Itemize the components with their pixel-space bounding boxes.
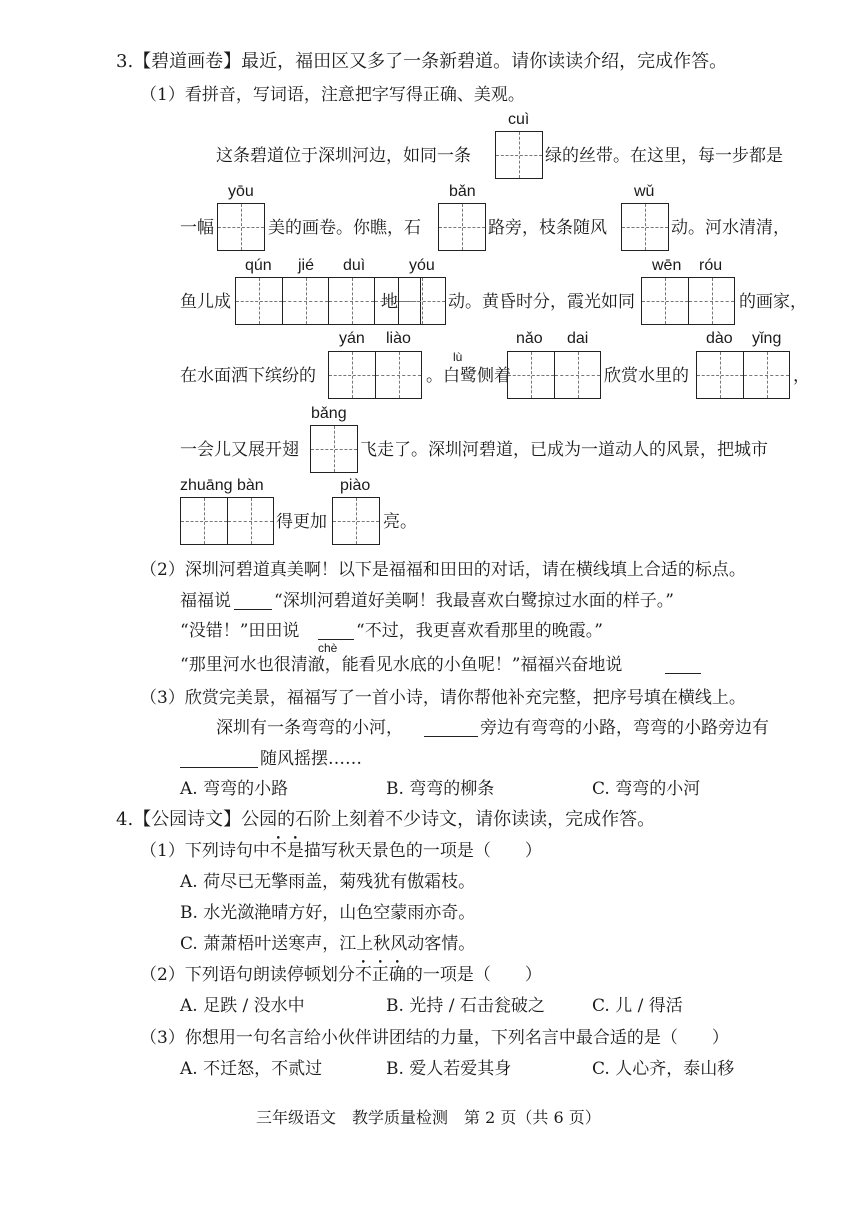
line1-text-a: 这条碧道位于深圳河边，如同一条 — [216, 146, 471, 166]
q4-part1-option-b: B. 水光潋滟晴方好，山色空蒙雨亦奇。 — [180, 903, 476, 923]
pinyin-cui: cuì — [508, 111, 530, 128]
poem-text-c: 随风摇摆…… — [260, 749, 362, 769]
pinyin-rou: róu — [699, 257, 723, 274]
pinyin-dui: duì — [343, 257, 366, 274]
line6-text-a: 得更加 — [276, 512, 327, 532]
dialog1-text: “深圳河碧道好美啊！我最喜欢白鹭掠过水面的样子。” — [274, 591, 674, 611]
emphasis-dot-4: 正 — [371, 965, 389, 985]
answer-box-yanliao[interactable] — [328, 351, 422, 399]
answer-box-piao[interactable] — [332, 497, 380, 545]
answer-box-ban[interactable] — [438, 203, 486, 251]
pinyin-jie: jié — [298, 257, 315, 274]
pinyin-you2: yóu — [409, 257, 435, 274]
line5-text-b: 飞走了。深圳河碧道，已成为一道动人的风景，把城市 — [360, 440, 768, 460]
q4-part2-option-b: B. 光持 / 石击瓮破之 — [386, 996, 545, 1016]
line3-text-b: 地 — [381, 292, 398, 312]
page-footer: 三年级语文 教学质量检测 第 2 页（共 6 页） — [256, 1108, 601, 1127]
q3-title: 3.【碧道画卷】最近，福田区又多了一条新碧道。请你读读介绍，完成作答。 — [116, 51, 728, 72]
answer-box-you[interactable] — [217, 203, 265, 251]
line2-text-b: 美的画卷。你瞧，石 — [268, 218, 421, 238]
pinyin-zhuang: zhuāng — [180, 477, 233, 494]
pinyin-bang: bǎng — [311, 405, 347, 422]
poem-blank-2[interactable] — [180, 749, 258, 768]
pinyin-dai: dai — [567, 330, 589, 347]
pinyin-you: yōu — [228, 183, 254, 200]
q4-part1-option-a: A. 荷尽已无擎雨盖，菊残犹有傲霜枝。 — [180, 872, 476, 892]
answer-box-bang[interactable] — [310, 425, 358, 473]
q4-part2-question: （2）下列语句朗读停顿划分不正确的一项是（ ） — [140, 965, 542, 985]
pinyin-wu: wǔ — [634, 183, 655, 200]
line4-text-a: 在水面洒下缤纷的 — [180, 366, 316, 386]
poem-text-b: 旁边有弯弯的小路，弯弯的小路旁边有 — [480, 718, 769, 738]
answer-box-naodai[interactable] — [507, 351, 601, 399]
q4-part2-option-a: A. 足跌 / 没水中 — [180, 996, 305, 1016]
emphasis-dot-5: 确 — [388, 965, 406, 985]
q3-part2: （2）深圳河碧道真美啊！以下是福福和田田的对话，请在横线填上合适的标点。 — [140, 560, 746, 580]
line2-text-a: 一幅 — [180, 218, 214, 238]
pinyin-dao: dào — [706, 330, 733, 347]
punctuation-blank-2[interactable] — [318, 621, 354, 640]
line2-text-c: 路旁，枝条随风 — [488, 218, 607, 238]
punctuation-blank-1[interactable] — [234, 591, 272, 610]
q4-title: 4.【公园诗文】公园的石阶上刻着不少诗文，请你读读，完成作答。 — [116, 809, 656, 830]
dialog3-text: “那里河水也很清澈，能看见水底的小鱼呢！”福福兴奋地说 — [180, 655, 623, 675]
pinyin-piao: piào — [340, 477, 371, 494]
line5-text-a: 一会儿又展开翅 — [180, 440, 299, 460]
q3-part1: （1）看拼音，写词语，注意把字写得正确、美观。 — [140, 85, 525, 105]
pinyin-qun: qún — [245, 257, 272, 274]
emphasis-dot-1: 不 — [269, 841, 287, 861]
poem-option-a: A. 弯弯的小路 — [180, 779, 289, 799]
answer-box-daoying[interactable] — [696, 351, 790, 399]
q4-part1-question: （1）下列诗句中不是描写秋天景色的一项是（ ） — [140, 841, 542, 861]
emphasis-dot-2: 是 — [286, 841, 304, 861]
poem-option-c: C. 弯弯的小河 — [592, 779, 701, 799]
poem-blank-1[interactable] — [424, 718, 478, 737]
pinyin-ban: bǎn — [449, 183, 476, 200]
q4-part3-option-a: A. 不迁怒，不贰过 — [180, 1059, 323, 1079]
pinyin-ying: yǐng — [752, 330, 782, 347]
pinyin-nao: nǎo — [516, 330, 543, 347]
line3-text-a: 鱼儿成 — [180, 292, 231, 312]
line3-text-c: 动。黄昏时分，霞光如同 — [448, 292, 635, 312]
line4-text-d: ， — [793, 366, 810, 386]
poem-text-a: 深圳有一条弯弯的小河， — [216, 718, 403, 738]
line1-text-b: 绿的丝带。在这里，每一步都是 — [545, 146, 783, 166]
line6-text-b: 亮。 — [383, 512, 417, 532]
q4-part1-option-c: C. 萧萧梧叶送寒声，江上秋风动客情。 — [180, 934, 476, 954]
line4-text-c: 欣赏水里的 — [604, 366, 689, 386]
q4-part3-question: （3）你想用一句名言给小伙伴讲团结的力量，下列名言中最合适的是（ ） — [140, 1028, 729, 1048]
q4-part3-option-c: C. 人心齐，泰山移 — [592, 1059, 735, 1079]
q4-part3-option-b: B. 爱人若爱其身 — [386, 1059, 512, 1079]
answer-box-you2[interactable] — [398, 277, 446, 325]
dialog2-text: “不过，我更喜欢看那里的晚霞。” — [356, 621, 603, 641]
q3-part3: （3）欣赏完美景，福福写了一首小诗，请你帮他补充完整，把序号填在横线上。 — [140, 688, 746, 708]
answer-box-cui[interactable] — [495, 131, 543, 179]
poem-option-b: B. 弯弯的柳条 — [386, 779, 495, 799]
emphasis-dot-3: 不 — [354, 965, 372, 985]
line2-text-d: 动。河水清清， — [671, 218, 790, 238]
answer-box-wenrou[interactable] — [641, 277, 735, 325]
line4-text-b: 。白鹭侧着 — [426, 366, 511, 386]
pinyin-che: chè — [318, 641, 338, 655]
line3-text-d: 的画家， — [739, 292, 807, 312]
punctuation-blank-3[interactable] — [665, 655, 701, 674]
pinyin-ban2: bàn — [237, 477, 264, 494]
answer-box-wu[interactable] — [621, 203, 669, 251]
dialog1-speaker: 福福说 — [180, 591, 231, 611]
pinyin-lu: lù — [453, 350, 463, 364]
pinyin-wen: wēn — [652, 257, 682, 274]
answer-box-zhuangban[interactable] — [180, 497, 274, 545]
pinyin-liao: liào — [386, 330, 411, 347]
q4-part2-option-c: C. 儿 / 得活 — [592, 996, 683, 1016]
dialog2-speaker: “没错！”田田说 — [180, 621, 300, 641]
pinyin-yan: yán — [339, 330, 365, 347]
